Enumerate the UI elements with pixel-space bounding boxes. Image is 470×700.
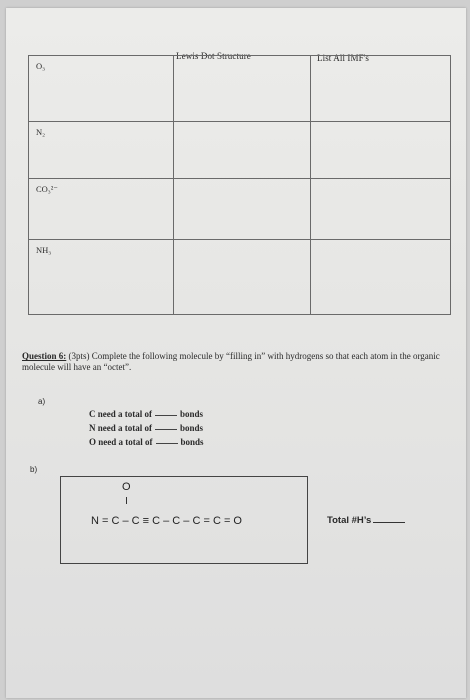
- imf-cell[interactable]: [311, 56, 451, 122]
- octet-line-suffix: bonds: [180, 437, 204, 447]
- octet-line-suffix: bonds: [180, 423, 204, 433]
- row-label-o3: O₃: [36, 61, 46, 71]
- part-b-label: b): [30, 465, 38, 474]
- molecule-cell: [29, 122, 174, 179]
- imf-cell[interactable]: [311, 240, 451, 315]
- answer-blank[interactable]: [156, 437, 178, 444]
- column-header-imfs: List All IMF's: [317, 53, 370, 63]
- octet-line-prefix: N need a total of: [89, 423, 152, 433]
- table-row: [29, 240, 451, 315]
- molecule-table: [28, 55, 451, 315]
- molecule-chain: N = C – C ≡ C – C – C = C = O: [91, 515, 242, 527]
- answer-blank[interactable]: [155, 423, 177, 430]
- vertical-bond-line: [126, 497, 127, 504]
- question-6: [22, 351, 458, 373]
- lewis-structure-cell[interactable]: [174, 56, 311, 122]
- octet-line-prefix: C need a total of: [89, 409, 152, 419]
- table-row: [29, 122, 451, 179]
- octet-line-nitrogen: [89, 423, 203, 433]
- octet-line-suffix: bonds: [180, 409, 204, 419]
- octet-line-prefix: O need a total of: [89, 437, 153, 447]
- part-a-label: a): [38, 397, 46, 406]
- row-label-n2: N₂: [36, 127, 46, 137]
- imf-cell[interactable]: [311, 122, 451, 179]
- molecule-top-oxygen: O: [122, 481, 131, 493]
- total-hydrogens-blank[interactable]: [373, 515, 405, 523]
- table-row: [29, 179, 451, 240]
- lewis-structure-cell[interactable]: [174, 179, 311, 240]
- total-hydrogens: [327, 515, 405, 526]
- molecule-cell: [29, 56, 174, 122]
- row-label-co3: CO₃²⁻: [36, 184, 58, 194]
- octet-line-carbon: [89, 409, 203, 419]
- question-title: Question 6:: [22, 351, 67, 361]
- row-label-nh3: NH₃: [36, 245, 52, 255]
- molecule-cell: [29, 240, 174, 315]
- total-hydrogens-label: Total #H’s: [327, 515, 372, 526]
- question-instruction: Complete the following molecule by “filling in” with hydrogens so that each atom in the organic molecule will have an “octet”.: [22, 351, 440, 372]
- answer-blank[interactable]: [155, 409, 177, 416]
- molecule-cell: [29, 179, 174, 240]
- lewis-structure-cell[interactable]: [174, 122, 311, 179]
- column-header-lewis-dot-structure: Lewis Dot Structure: [176, 51, 251, 61]
- imf-cell[interactable]: [311, 179, 451, 240]
- lewis-structure-cell[interactable]: [174, 240, 311, 315]
- question-points: (3pts): [68, 351, 90, 361]
- octet-line-oxygen: [89, 437, 204, 447]
- table-row: [29, 56, 451, 122]
